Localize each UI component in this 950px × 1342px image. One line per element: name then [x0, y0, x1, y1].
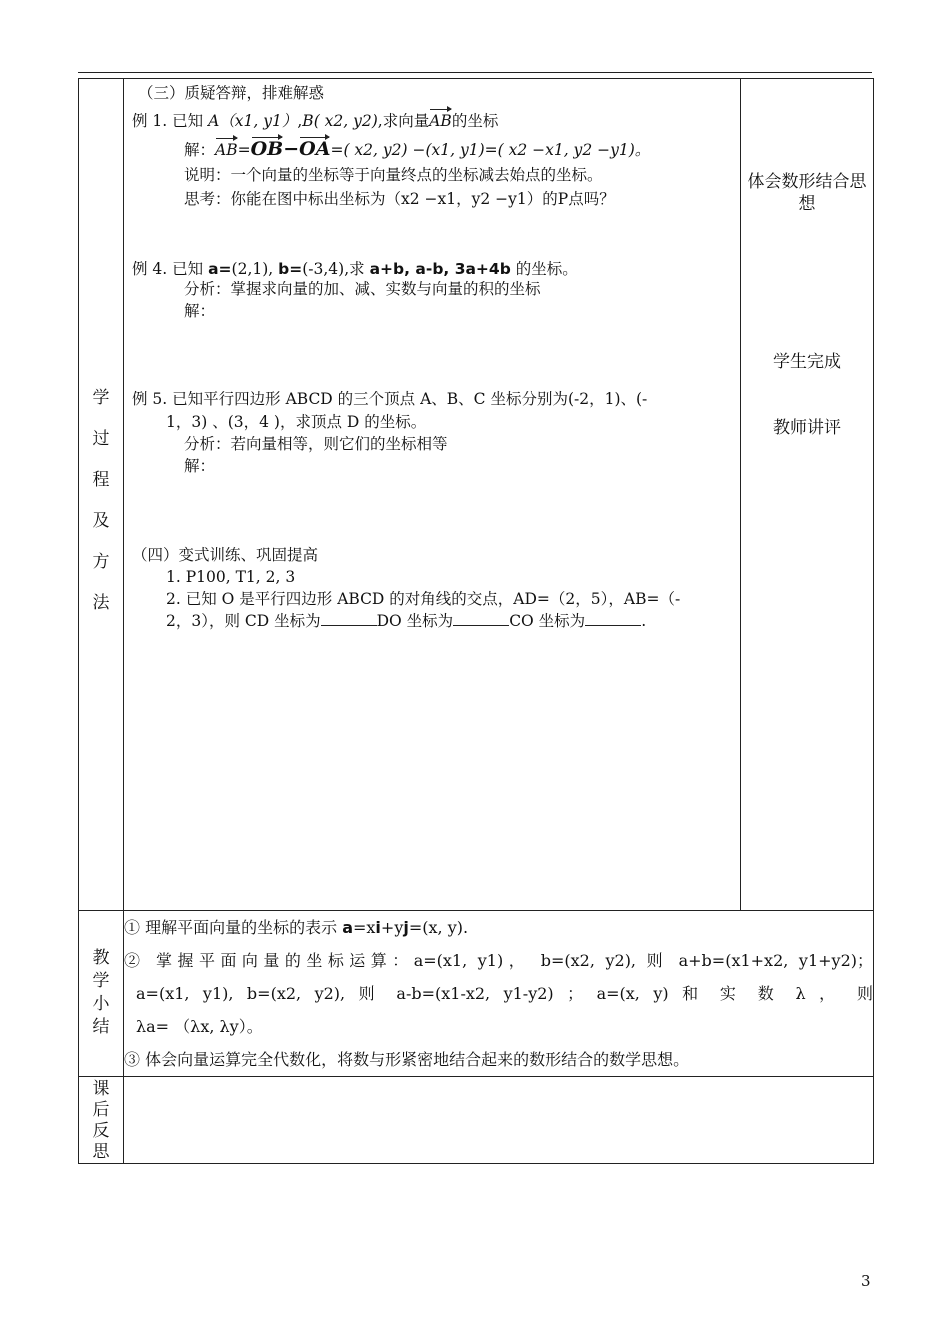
- summary-point-1: ① 理解平面向量的坐标的表示 a=xi+yj=(x, y).: [124, 918, 469, 937]
- solution1-line: 解：AB=OB−OA=( x2, y2) −(x1, y1)=( x2 −x1, y2 −y1)。: [184, 135, 650, 160]
- note-shape-number: 体会数形结合思想: [747, 172, 867, 214]
- example4-solve: 解：: [184, 302, 216, 320]
- reflection-label-char: 思: [92, 1142, 110, 1162]
- answer-blank-do[interactable]: [453, 611, 509, 626]
- vector-OA: OA: [299, 135, 330, 159]
- exercise-item-2-line2: 2，3），则 CD 坐标为 DO 坐标为 CO 坐标为 .: [166, 612, 647, 630]
- reflection-content-cell[interactable]: [124, 1077, 874, 1164]
- reflection-label-cell: [79, 1077, 124, 1164]
- example5-line2: 1，3) 、(3，4 )，求顶点 D 的坐标。: [166, 413, 427, 431]
- vector-AB: AB: [429, 107, 452, 131]
- example4-analysis: 分析：掌握求向量的加、减、实数与向量的积的坐标: [184, 280, 541, 298]
- note-teacher-review: 教师讲评: [773, 418, 841, 438]
- exercise-item-1: 1. P100, T1, 2, 3: [166, 568, 296, 586]
- vector-AB: AB: [215, 136, 238, 160]
- summary-content-cell: [124, 911, 874, 1077]
- example5-analysis: 分析：若向量相等，则它们的坐标相等: [184, 435, 448, 453]
- summary-point-2-line3: λa= （λx, λy）。: [136, 1017, 263, 1036]
- process-content-cell: [124, 79, 741, 911]
- page-number: 3: [861, 1272, 871, 1290]
- exercise-item-2-line1: 2. 已知 O 是平行四边形 ABCD 的对角线的交点，AD=（2，5），AB=（-: [166, 590, 681, 608]
- reflection-label-char: 反: [92, 1121, 110, 1141]
- think-line: 思考：你能在图中标出坐标为（x2 −x1，y2 −y1）的P点吗？: [184, 190, 615, 208]
- summary-label-char: 教: [92, 948, 110, 968]
- summary-label-char: 学: [92, 971, 110, 991]
- answer-blank-co[interactable]: [585, 611, 641, 626]
- example5-solve: 解：: [184, 457, 216, 475]
- process-label-char: 过: [92, 429, 110, 449]
- summary-label-char: 小: [92, 994, 110, 1014]
- example4-line: 例 4. 已知 a=(2,1), b=(-3,4),求 a+b, a-b, 3a+4b 的坐标。: [132, 260, 578, 278]
- note1-line: 说明：一个向量的坐标等于向量终点的坐标减去始点的坐标。: [184, 166, 603, 184]
- summary-row: [79, 911, 874, 1077]
- process-label-char: 学: [92, 388, 110, 408]
- summary-point-3: ③ 体会向量运算完全代数化，将数与形紧密地结合起来的数形结合的数学思想。: [124, 1050, 690, 1069]
- process-label-char: 及: [92, 511, 110, 531]
- section3-heading: （三）质疑答辩，排难解惑: [138, 84, 325, 102]
- reflection-label-char: 课: [92, 1079, 110, 1099]
- example1-line: 例 1. 已知 A（x1, y1）,B( x2, y2),求向量AB的坐标: [132, 107, 498, 131]
- example5-line1: 例 5. 已知平行四边形 ABCD 的三个顶点 A、B、C 坐标分别为(-2，1)、(-: [132, 390, 648, 408]
- process-row: [79, 79, 874, 911]
- notes-cell: [741, 79, 874, 911]
- summary-point-2-line2: a=(x1, y1), b=(x2, y2), 则 a-b=(x1-x2, y1-y2) ； a=(x, y) 和 实 数 λ ， 则: [136, 984, 873, 1003]
- process-label-char: 法: [92, 593, 110, 613]
- summary-label-cell: [79, 911, 124, 1077]
- process-label-cell: [79, 79, 124, 911]
- summary-label-char: 结: [92, 1017, 110, 1037]
- process-label-char: 程: [92, 470, 110, 490]
- reflection-row: [79, 1077, 874, 1164]
- note-students-complete: 学生完成: [773, 352, 841, 372]
- reflection-label-char: 后: [92, 1100, 110, 1120]
- answer-blank-cd[interactable]: [321, 611, 377, 626]
- header-rule: [78, 72, 872, 73]
- process-label-char: 方: [92, 552, 110, 572]
- vector-OB: OB: [251, 135, 284, 159]
- summary-point-2-line1: ② 掌握平面向量的坐标运算：a=(x1, y1)， b=(x2, y2), 则 a+b=(x1+x2, y1+y2)；: [124, 951, 873, 970]
- lesson-table: [78, 78, 874, 1164]
- section4-heading: （四）变式训练、巩固提高: [132, 546, 319, 564]
